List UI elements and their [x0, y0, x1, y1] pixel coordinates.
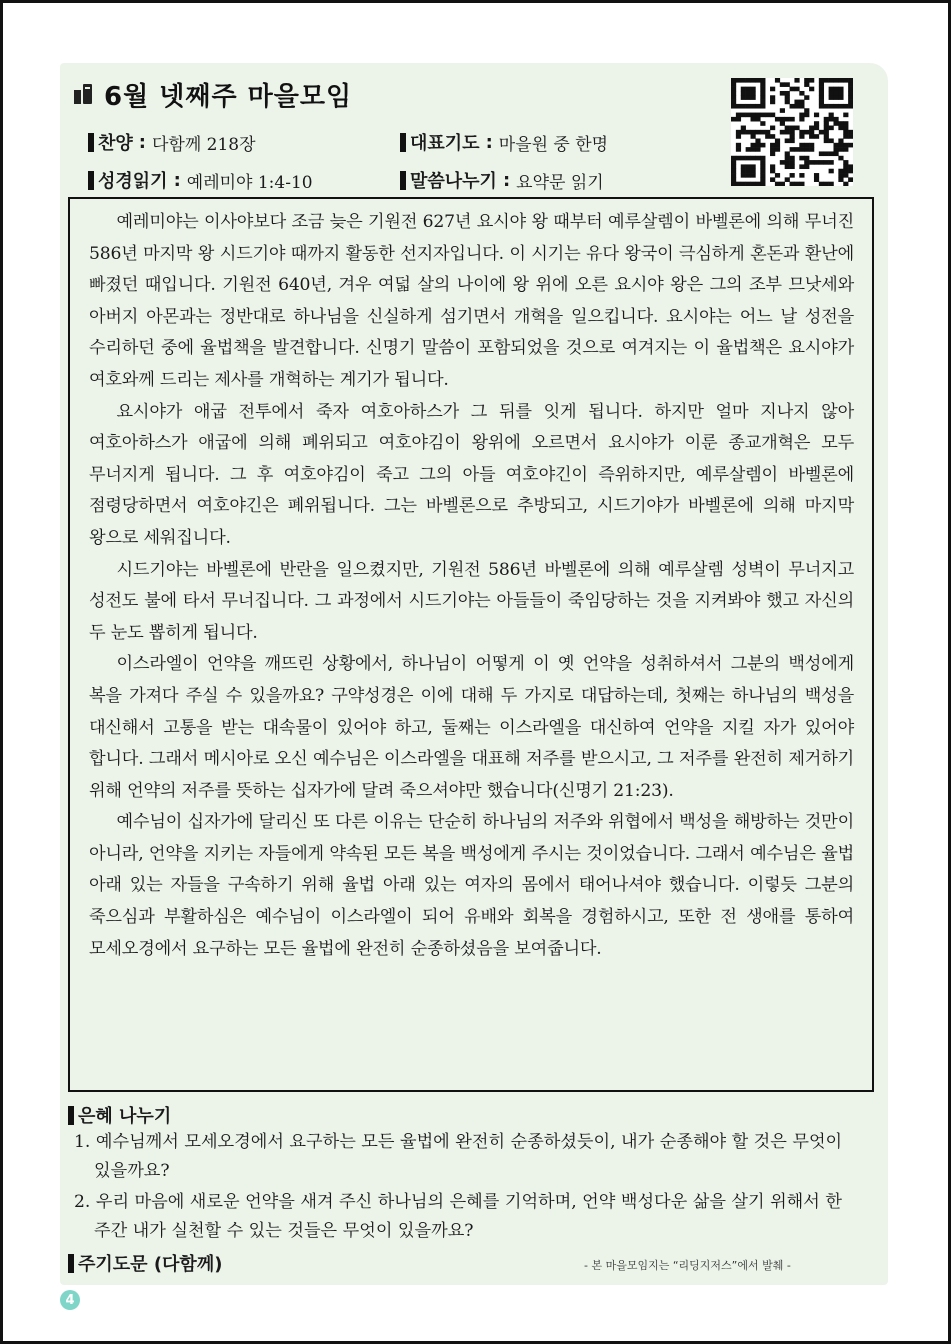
grace-heading-label: 은혜 나누기 [78, 1106, 172, 1127]
info-label: 성경읽기 [98, 171, 168, 192]
info-value: 마을원 중 한명 [498, 134, 609, 155]
summary-paragraph: 시드기야는 바벨론에 반란을 일으켰지만, 기원전 586년 바벨론에 의해 예루살렘 성벽이 무너지고 성전도 불에 타서 무너집니다. 그 과정에서 시드기야는 아들들이 죽임당하는 것을 지켜봐야 했고 자신의 두 눈도 뽑히게 됩니다. [89, 559, 854, 643]
info-value: 예레미야 1:4-10 [186, 172, 313, 193]
page-number-badge: 4 [60, 1290, 80, 1310]
bullet-bar [68, 1254, 74, 1273]
summary-textbox [68, 197, 874, 1092]
info-prayer [400, 129, 608, 155]
qr-code[interactable] [731, 78, 853, 186]
info-colon: : [173, 169, 181, 191]
lords-prayer-heading [68, 1250, 222, 1276]
info-value: 다함께 218장 [151, 134, 256, 155]
qr-code-icon [731, 78, 853, 186]
grace-question: 2. 우리 마음에 새로운 언약을 새겨 주신 하나님의 은혜를 기억하며, 언약 백성다운 삶을 살기 위해서 한 주간 내가 실천할 수 있는 것들은 무엇이 있을까요? [74, 1192, 842, 1241]
bullet-bar [68, 1106, 74, 1125]
bullet-bar [400, 171, 406, 190]
page-title: 6월 넷째주 마을모임 [104, 81, 353, 112]
info-label: 대표기도 [410, 133, 480, 154]
info-reading [88, 167, 313, 193]
info-colon: : [138, 131, 146, 153]
summary-paragraph: 예레미야는 이사야보다 조금 늦은 기원전 627년 요시야 왕 때부터 예루살렘이 바벨론에 의해 무너진 586년 마지막 왕 시드기야 때까지 활동한 선지자입니다. 이 시기는 유다 왕국이 극심하게 혼돈과 환난에 빠졌던 때입니다. 기원전 640년, 겨우 여덟 살의 나이에 왕 위에 오른 요시야 왕은 그의 조부 므낫세와 아버지 아몬과는 정반대로 하나님을 신실하게 섬기면서 개혁을 일으킵니다. 요시야는 어느 날 성전을 수리하던 중에 율법책을 발견합니다. 신명기 말씀이 포함되었을 것으로 여겨지는 이 율법책은 요시야가 여호와께 드리는 제사를 개혁하는 계기가 됩니다. [89, 212, 854, 390]
title-row [74, 78, 352, 110]
grace-heading [68, 1102, 171, 1128]
info-colon: : [485, 131, 493, 153]
summary-paragraph: 이스라엘이 언약을 깨뜨린 상황에서, 하나님이 어떻게 이 옛 언약을 성취하셔서 그분의 백성에게 복을 가져다 주실 수 있을까요? 구약성경은 이에 대해 두 가지로 대답하는데, 첫째는 하나님의 백성을 대신해서 고통을 받는 대속물이 있어야 하고, 둘째는 이스라엘을 대신하여 언약을 지킬 자가 있어야 합니다. 그래서 메시아로 오신 예수님은 이스라엘을 대표해 저주를 받으시고, 그 저주를 완전히 제거하기 위해 언약의 저주를 뜻하는 십자가에 달려 죽으셔야만 했습니다(신명기 21:23). [89, 654, 854, 801]
info-value: 요약문 읽기 [516, 172, 604, 193]
info-sharing [400, 167, 604, 193]
bullet-bar [88, 171, 94, 190]
lords-prayer-label: 주기도문 (다함께) [78, 1254, 223, 1275]
summary-paragraph: 예수님이 십자가에 달리신 또 다른 이유는 단순히 하나님의 저주와 위협에서 백성을 해방하는 것만이 아니라, 언약을 지키는 자들에게 약속된 모든 복을 백성에게 주시는 것이었습니다. 그래서 예수님은 율법 아래 있는 자들을 구속하기 위해 율법 아래 있는 여자의 몸에서 태어나셔야 했습니다. 이렇듯 그분의 죽으심과 부활하심은 예수님이 이스라엘이 되어 유배와 회복을 경험하시고, 또한 전 생애를 통하여 모세오경에서 요구하는 모든 율법에 완전히 순종하셨음을 보여줍니다. [89, 812, 854, 959]
bullet-bar [400, 133, 406, 152]
bullet-bar [88, 133, 94, 152]
info-praise [88, 129, 256, 155]
info-label: 말씀나누기 [410, 171, 497, 192]
info-label: 찬양 [98, 133, 133, 154]
info-colon: : [502, 169, 511, 191]
source-note: - 본 마을모임지는 “리딩지저스”에서 발췌 - [584, 1259, 791, 1272]
summary-paragraph: 요시야가 애굽 전투에서 죽자 여호아하스가 그 뒤를 잇게 됩니다. 하지만 얼마 지나지 않아 여호아하스가 애굽에 의해 폐위되고 여호야김이 왕위에 오르면서 요시야가 이룬 종교개혁은 모두 무너지게 됩니다. 그 후 여호야김이 죽고 그의 아들 여호야긴이 즉위하지만, 예루살렘이 바벨론에 점령당하면서 여호야긴은 폐위됩니다. 그는 바벨론으로 추방되고, 시드기야가 바벨론에 의해 마지막 왕으로 세워집니다. [89, 401, 854, 548]
grace-question: 1. 예수님께서 모세오경에서 요구하는 모든 율법에 완전히 순종하셨듯이, 내가 순종해야 할 것은 무엇이 있을까요? [74, 1132, 843, 1181]
book-icon [74, 84, 92, 104]
